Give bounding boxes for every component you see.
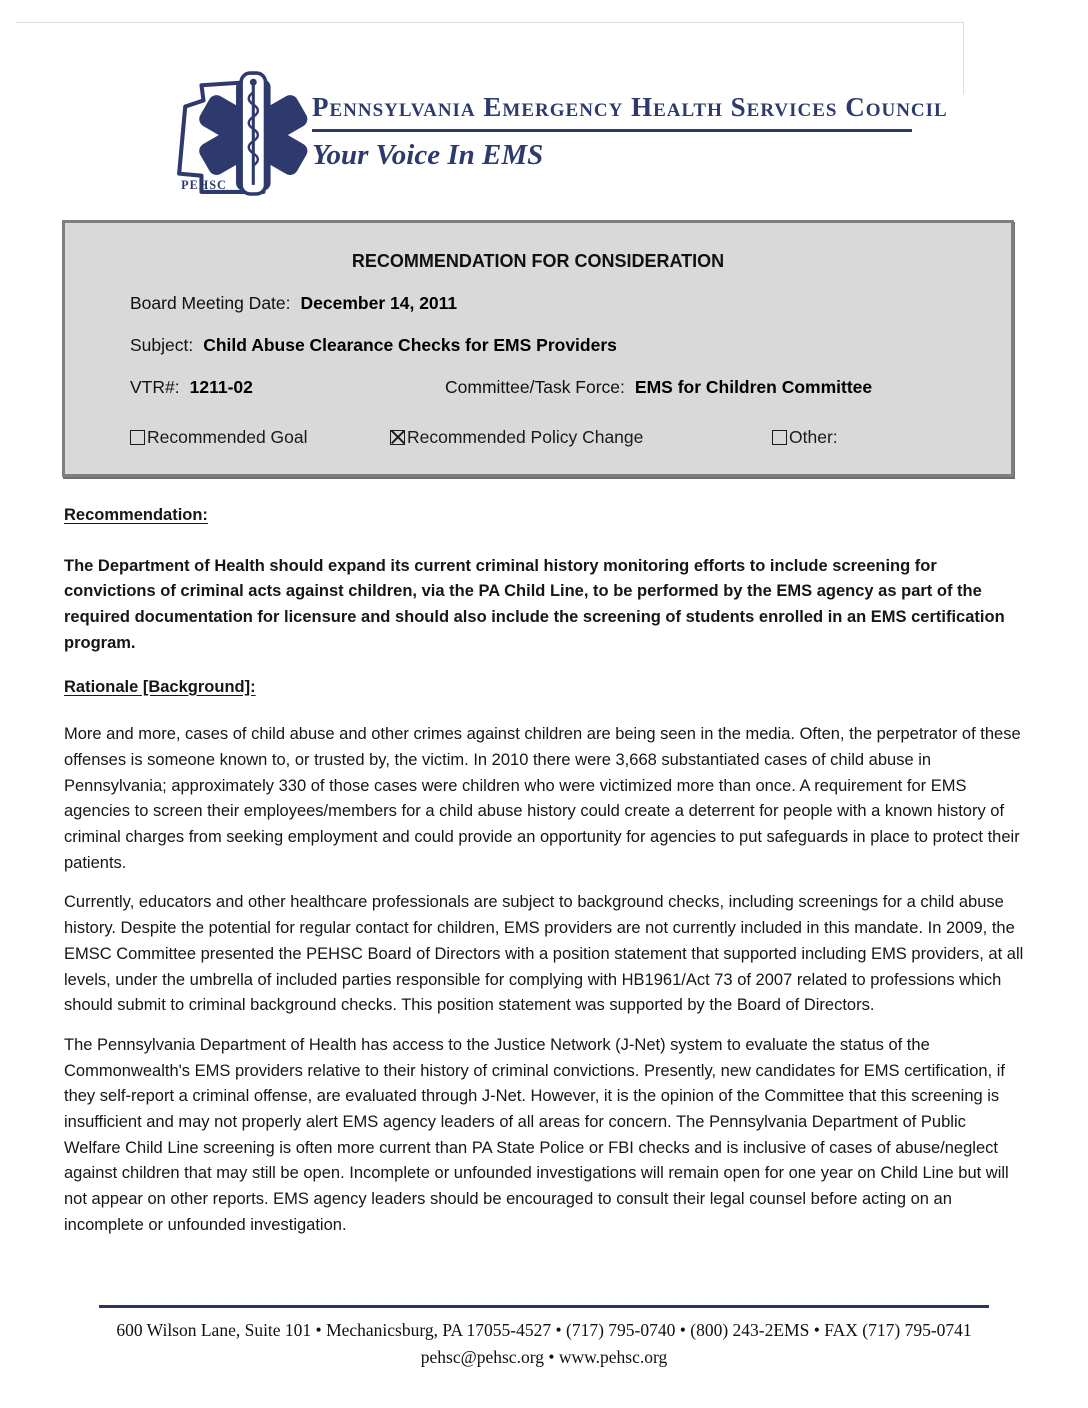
checkbox-recommended-goal [130,427,390,448]
subject-row [130,335,1011,356]
checkbox-label: Recommended Policy Change [407,427,644,447]
subject-label: Subject: [130,335,194,355]
recommendation-form-box [62,220,1014,477]
letterhead [156,70,948,196]
committee-pair [445,377,872,398]
org-name: Pennsylvania Emergency Health Services Council [312,92,948,122]
committee-label: Committee/Task Force: [445,377,625,397]
rationale-heading: Rationale [Background]: [64,677,256,696]
checkbox-other [772,427,838,448]
header-rule [312,129,912,132]
footer-rule [99,1305,989,1308]
form-title: RECOMMENDATION FOR CONSIDERATION [351,251,725,271]
vtr-value: 1211-02 [189,377,253,397]
subject-value: Child Abuse Clearance Checks for EMS Providers [203,335,617,355]
checkbox-row [130,427,1011,448]
vtr-pair [130,377,445,398]
rationale-paragraph: The Pennsylvania Department of Health has access to the Justice Network (J-Net) system to evaluate the status of the Commonwealth's EMS providers relative to their history of criminal convictions. Presently, new candidates for EMS certification, if they self-report a criminal offense, are evaluated through J-Net. However, it is the opinion of the Committee that this screening is insufficient and may not properly alert EMS agency leaders of all areas for concern. The Pennsylvania Department of Public Welfare Child Line screening is often more current than PA State Police or FBI checks and is inclusive of cases of abuse/neglect against children that may still be open. Incomplete or unfounded investigations will remain open for one year on Child Line but will not appear on other reports. EMS agency leaders should be encouraged to consult their legal counsel before acting on an incomplete or unfounded investigation. [64,1035,1009,1234]
org-tagline: Your Voice In EMS [312,139,544,171]
checkbox-checked-icon [390,430,405,445]
checkbox-icon [130,430,145,445]
committee-value: EMS for Children Committee [634,377,873,397]
board-meeting-date-row [130,293,1011,314]
footer-address-line: 600 Wilson Lane, Suite 101 • Mechanicsburg, PA 17055-4527 • (717) 795-0740 • (800) 243-2EMS • FAX (717) 795-0741 [116,1320,972,1340]
board-meeting-date-value: December 14, 2011 [300,293,458,313]
checkbox-icon [772,430,787,445]
checkbox-label: Other: [789,427,838,447]
vtr-committee-row [130,377,1011,398]
rationale-paragraph: Currently, educators and other healthcare professionals are subject to background checks, including screenings for a child abuse history. Despite the potential for regular contact for children, EMS providers are not currently included in this mandate. In 2009, the EMSC Committee presented the PEHSC Board of Directors with a position statement that supported including EMS providers, at all levels, under the umbrella of included parties responsible for complying with HB1961/Act 73 of 2007 related to professions which should submit to criminal background checks. This position statement was supported by the Board of Directors. [64,893,1024,1015]
footer-contact-line: pehsc@pehsc.org • www.pehsc.org [420,1347,668,1367]
pehsc-logo [156,70,312,196]
recommendation-heading: Recommendation: [64,506,208,524]
logo-acronym: PEHSC [181,177,227,192]
recommendation-text: The Department of Health should expand its current criminal history monitoring efforts to include screening for convictions of criminal acts against children, via the PA Child Line, to be performed by the EMS agency as part of the required documentation for licensure and should also include the screening of students enrolled in an EMS certification program. [64,556,1005,652]
scan-artifact-line [963,22,964,94]
checkbox-label: Recommended Goal [147,427,308,447]
vtr-label: VTR#: [130,377,180,397]
document-body [64,503,1026,1239]
board-meeting-date-label: Board Meeting Date: [130,293,291,313]
scan-artifact-line [16,22,964,23]
rod-of-asclepius-icon [241,73,265,194]
letterhead-text [312,70,948,172]
checkbox-recommended-policy-change [390,427,772,448]
rationale-paragraph: More and more, cases of child abuse and other crimes against children are being seen in the media. Often, the perpetrator of these offenses is someone known to, or trusted by, the victim. In 2010 there were 3,668 substantiated cases of child abuse in Pennsylvania; approximately 330 of those cases were children who were victimized more than once. A requirement for EMS agencies to screen their employees/members for a child abuse history could create a deterrent for people with a known history of criminal charges from seeking employment and could provide an opportunity for agencies to put safeguards in place to protect their patients. [64,725,1021,872]
page-footer [0,1305,1088,1371]
